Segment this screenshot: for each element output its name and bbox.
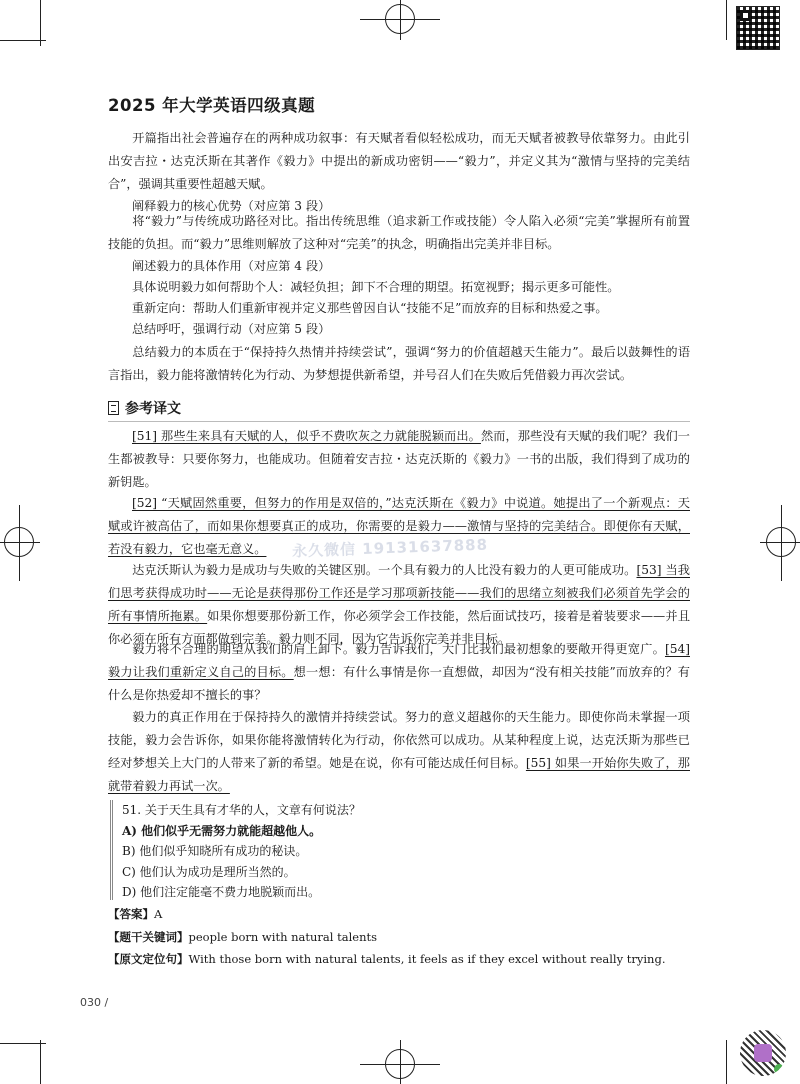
- crop-mark: [726, 0, 727, 40]
- page-title: 2025 年大学英语四级真题: [108, 96, 316, 115]
- registration-line: [360, 1064, 440, 1065]
- divider: [108, 421, 690, 422]
- registration-line: [400, 1040, 401, 1084]
- crop-mark: [0, 1043, 46, 1044]
- qr-code-badge-icon: [740, 1030, 786, 1076]
- registration-line: [360, 19, 440, 20]
- option-b: B) 他们似乎知晓所有成功的秘诀。: [122, 844, 308, 858]
- question-stem: 51. 关于天生具有才华的人，文章有何说法？: [122, 803, 361, 817]
- summary-paragraph: 重新定向：帮助人们重新审视并定义那些曾因自认“技能不足”而放弃的目标和热爱之事。: [132, 301, 608, 315]
- summary-paragraph: 将“毅力”与传统成功路径对比。指出传统思维（追求新工作或技能）令人陷入必须“完美”掌握所有前置技能的负担。而“毅力”思维则解放了这种对“完美”的执念，明确指出完美并非目标。: [108, 214, 690, 251]
- summary-paragraph: 总结毅力的本质在于“保持持久热情并持续尝试”，强调“努力的价值超越天生能力”。最后以鼓舞性的语言指出，毅力能将激情转化为行动、为梦想提供新希望，并号召人们在失败后凭借毅力再次尝试。: [108, 345, 690, 382]
- registration-line: [760, 542, 800, 543]
- summary-heading: 阐释毅力的核心优势（对应第 3 段）: [132, 199, 331, 213]
- locate-line: 【原文定位句】With those born with natural talents, it feels as if they excel without really trying.: [108, 952, 666, 966]
- translation-paragraph: 达克沃斯认为毅力是成功与失败的关键区别。一个具有毅力的人比没有毅力的人更可能成功。[53] 当我们思考获得成功时——无论是获得那份工作还是学习那项新技能——我们的思绪立刻被我们必须首先学会的所有事情所拖累。如果你想要那份新工作，你必须学会工作技能，然后面试技巧，接着是着装要求——并且你必须在所有方面都做到完美。毅力则不同，因为它告诉你完美并非目标。: [108, 563, 691, 646]
- answer-line: 【答案】A: [108, 907, 163, 921]
- question-box: [110, 800, 690, 900]
- crop-mark: [726, 1040, 727, 1084]
- registration-line: [0, 542, 40, 543]
- registration-line: [781, 505, 782, 581]
- summary-heading: 总结呼吁，强调行动（对应第 5 段）: [132, 322, 331, 336]
- option-d: D) 他们注定能毫不费力地脱颖而出。: [122, 885, 321, 899]
- registration-line: [19, 505, 20, 581]
- crop-mark: [0, 40, 46, 41]
- translation-paragraph: 毅力的真正作用在于保持持久的激情并持续尝试。努力的意义超越你的天生能力。即使你尚未掌握一项技能，毅力会告诉你，如果你能将激情转化为行动，你依然可以成功。从某种程度上说，达克沃斯为那些已经对梦想关上大门的人带来了新的希望。她是在说，你有可能达成任何目标。[55] 如果一开始你失败了，那就带着毅力再试一次。: [108, 710, 690, 793]
- page-number: 030 /: [80, 996, 109, 1009]
- summary-paragraph: 开篇指出社会普遍存在的两种成功叙事：有天赋者看似轻松成功，而无天赋者被教导依靠努力。由此引出安吉拉・达克沃斯在其著作《毅力》中提出的新成功密钥——“毅力”，并定义其为“激情与坚持的完美结合”，强调其重要性超越天赋。: [108, 131, 690, 191]
- watermark: 永久微信 19131637888: [291, 535, 489, 561]
- translation-paragraph: [52] “天赋固然重要，但努力的作用是双倍的，”达克沃斯在《毅力》中说道。她提出了一个新观点：天赋或许被高估了，而如果你想要真正的成功，你需要的是毅力——激情与坚持的完美结合。即便你有天赋，若没有毅力，它也毫无意义。: [108, 496, 690, 556]
- keyword-line: 【题干关键词】people born with natural talents: [108, 930, 378, 944]
- summary-heading: 阐述毅力的具体作用（对应第 4 段）: [132, 259, 331, 273]
- translation-heading-label: 参考译文: [125, 401, 181, 417]
- option-a: A) 他们似乎无需努力就能超越他人。: [122, 823, 322, 838]
- summary-paragraph: 具体说明毅力如何帮助个人：减轻负担；卸下不合理的期望。拓宽视野；揭示更多可能性。: [132, 280, 620, 294]
- qr-code-icon: [736, 6, 780, 50]
- translation-paragraph: 毅力将不合理的期望从我们的肩上卸下。毅力告诉我们，大门比我们最初想象的要敞开得更宽广。[54] 毅力让我们重新定义自己的目标。想一想：有什么事情是你一直想做，却因为“没有相关技能”而放弃的？有什么是你热爱却不擅长的事？: [108, 642, 690, 702]
- document-icon: [108, 401, 119, 415]
- translation-heading: [108, 398, 181, 418]
- translation-paragraph: [51] 那些生来具有天赋的人，似乎不费吹灰之力就能脱颖而出。然而，那些没有天赋的我们呢？我们一生都被教导：只要你努力，也能成功。但随着安吉拉・达克沃斯的《毅力》一书的出版，我们得到了成功的新钥匙。: [108, 429, 690, 489]
- registration-line: [400, 0, 401, 40]
- crop-mark: [40, 1040, 41, 1084]
- option-c: C) 他们认为成功是理所当然的。: [122, 864, 296, 879]
